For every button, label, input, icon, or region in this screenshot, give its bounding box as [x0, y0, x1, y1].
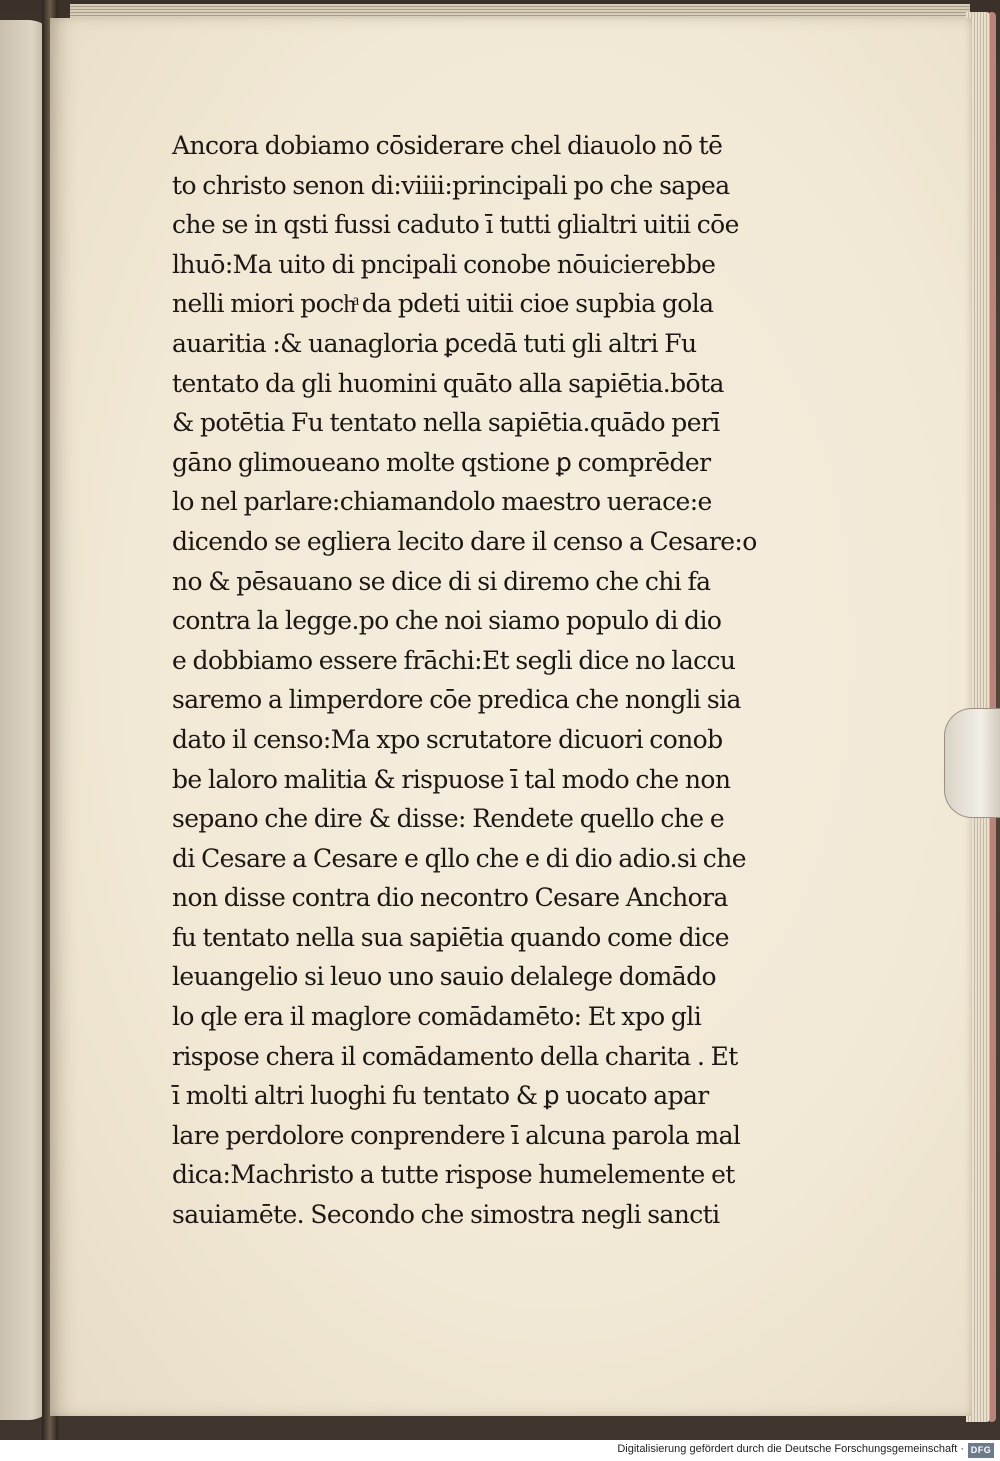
text-line: gāno glimoueano molte qstione ꝑ comprēder	[172, 447, 711, 477]
text-line: e dobbiamo essere frāchi:Et segli dice no laccu	[172, 645, 736, 675]
footer-bar	[0, 1440, 1000, 1461]
text-line: non disse contra dio necontro Cesare Anchora	[172, 883, 728, 913]
text-line: sauiamēte. Secondo che simostra negli sancti	[172, 1200, 720, 1230]
text-line: fu tentato nella sua sapiētia quando come dice	[172, 922, 729, 952]
text-line: lo qle era il maglore comādamēto: Et xpo gli	[172, 1002, 702, 1032]
text-line: & potētia Fu tentato nella sapiētia.quādo perī	[172, 408, 720, 438]
text-line: dato il censo:Ma xpo scrutatore dicuori conob	[172, 724, 723, 754]
text-line: lare perdolore conprendere ī alcuna parola mal	[172, 1120, 741, 1150]
page-text	[172, 126, 792, 1235]
text-line: be laloro malitia & rispuose ī tal modo che non	[172, 764, 731, 794]
text-line: ī molti altri luoghi fu tentato & ꝑ uocato apar	[172, 1081, 709, 1111]
text-line: contra la legge.po che noi siamo populo di dio	[172, 606, 722, 636]
text-line: no & pēsauano se dice di si diremo che chi fa	[172, 566, 711, 596]
text-line: Ancora dobiamo cōsiderare chel diauolo nō tē	[172, 131, 723, 160]
text-line: leuangelio si leuo uno sauio delalege domādo	[172, 962, 716, 992]
text-line: che se in qsti fussi caduto ī tutti glialtri uitii cōe	[172, 210, 739, 240]
text-line: rispose chera il comādamento della charita . Et	[172, 1041, 738, 1071]
text-line: dica:Machristo a tutte rispose humelemente et	[172, 1160, 735, 1190]
text-line: lo nel parlare:chiamandolo maestro uerace:e	[172, 487, 712, 517]
text-line: di Cesare a Cesare e qllo che e di dio adio.si che	[172, 843, 746, 873]
text-line: nelli miori pochͣ da pdeti uitii cioe supbia gola	[172, 289, 714, 319]
text-line: to christo senon di:viiii:principali po che sapea	[172, 170, 730, 200]
text-line: tentato da gli huomini quāto alla sapiētia.bōta	[172, 368, 724, 398]
text-line: lhuō:Ma uito di pncipali conobe nōuicierebbe	[172, 249, 716, 279]
bookmark-tab	[944, 708, 1000, 818]
dfg-logo: DFG	[968, 1443, 994, 1458]
text-line: auaritia :& uanagloria ꝑcedā tuti gli altri Fu	[172, 328, 697, 358]
text-line: dicendo se egliera lecito dare il censo a Cesare:o	[172, 526, 757, 556]
text-line: saremo a limperdore cōe predica che nongli sia	[172, 685, 741, 715]
text-line: sepano che dire & disse: Rendete quello che e	[172, 804, 725, 834]
funding-credit: Digitalisierung gefördert durch die Deutsche Forschungsgemeinschaft ·	[617, 1443, 964, 1455]
